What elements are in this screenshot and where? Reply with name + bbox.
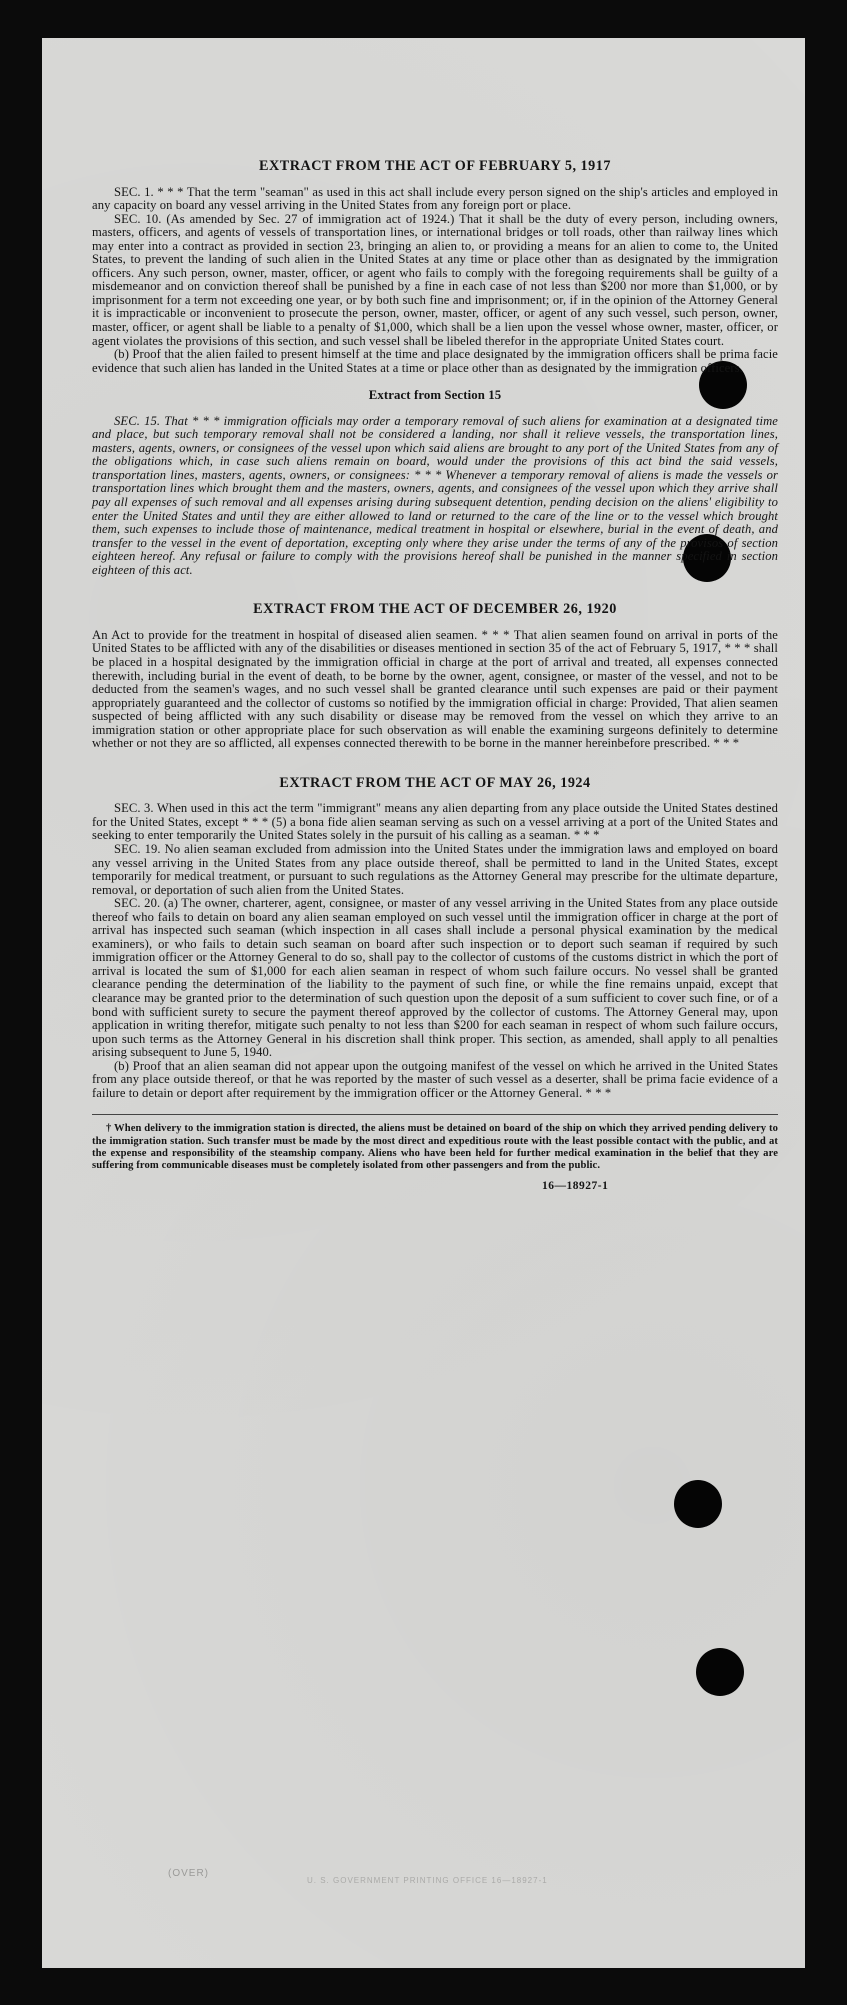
- section-heading: EXTRACT FROM THE ACT OF FEBRUARY 5, 1917: [259, 158, 611, 174]
- section-heading: EXTRACT FROM THE ACT OF DECEMBER 26, 1920: [253, 601, 617, 618]
- section-heading: EXTRACT FROM THE ACT OF MAY 26, 1924: [279, 774, 591, 791]
- footnote: [92, 1123, 778, 1172]
- paragraph: (b) Proof that an alien seaman did not appear upon the outgoing manifest of the vessel on which he arrived in the United States from any place outside thereof, or that he was reported by the master of such vessel as a deserter, shall be prima facie evidence of a failure to detain or deport after requirement by the immigration officer or the Attorney General. * * *: [92, 1058, 778, 1100]
- document-body: [92, 120, 778, 1194]
- document-page: [42, 38, 805, 1968]
- form-number: 16—18927-1: [542, 1180, 609, 1193]
- punch-hole: [696, 1648, 744, 1696]
- paragraph: SEC. 15. That * * * immigration officials may order a temporary removal of such aliens for examination at a designated time and place, but such temporary removal shall not be considered a landing, nor shall it relieve vessels, the transportation lines, masters, agents, owners, or consignees of the vessel upon which said aliens are brought to any port of the United States from any of the obligations which, in case such aliens remain on board, would under the provisions of this act bind the said vessels, transportation lines, masters, agents, owners, or consignees: * * * Whenever a temporary removal of aliens is made the vessels or transportation lines which brought them and the masters, owners, agents, and consignees of the vessel upon which they arrive shall pay all expenses of such removal and all expenses arising during subsequent detention, pending decision on the aliens' eligibility to enter the United States and until they are either allowed to land or returned to the care of the line or to the vessel which brought them, such expenses to include those of maintenance, medical treatment in hospital or elsewhere, burial in the event of death, and transfer to the vessel in the event of deportation, excepting only where they arise under the terms of any of the provisos of section eighteen hereof. Any refusal or failure to comply with the provisions hereof shall be punished in the manner specified in section eighteen of this act.: [92, 413, 778, 577]
- faint-stamp: (OVER): [168, 1868, 209, 1879]
- divider: [92, 1114, 778, 1115]
- punch-hole: [674, 1480, 722, 1528]
- paragraph: SEC. 20. (a) The owner, charterer, agent, consignee, or master of any vessel arriving in the United States from any place outside thereof who fails to detain on board any alien seaman employed on such vessel until the immigration officer in charge at the port of arrival has inspected such seaman (which inspection in all cases shall include a personal physical examination by the medical examiners), or who fails to detain such seaman on board after such inspection or to deport such seaman if required by such immigration officer or the Attorney General to do so, shall pay to the collector of customs of the customs district in which the port of arrival is located the sum of $1,000 for each alien seaman in respect of whom such failure occurs. No vessel shall be granted clearance pending the determination of the liability to the payment of such fine, or while the fine remains unpaid, except that clearance may be granted prior to the determination of such question upon the deposit of a sum sufficient to cover such fine, or of a bond with sufficient surety to secure the payment thereof approved by the collector of customs. The Attorney General may, upon application in writing therefor, mitigate such penalty to not less than $200 for each seaman in respect of whom such failure occurs, upon such terms as the Attorney General in his discretion shall think proper. This section, as amended, shall apply to all penalties arising subsequent to June 5, 1940.: [92, 896, 778, 1060]
- footnote-text: † When delivery to the immigration station is directed, the aliens must be detained on board of the ship on which they arrived pending delivery to the immigration station. Such transfer must be made by the most direct and expeditious route with the least possible contact with the public, and at the expense and responsibility of the steamship company. Aliens who have been held for further medical examination in the belief that they are suffering from communicable diseases must be completely isolated from other passengers and from the public.: [92, 1123, 778, 1171]
- paragraph: (b) Proof that the alien failed to present himself at the time and place designated by the immigration officers shall be prima facie evidence that such alien has landed in the United States at a time or place other than as designated by the immigration officers.: [92, 347, 778, 375]
- paragraph: SEC. 1. * * * That the term "seaman" as used in this act shall include every person signed on the ship's articles and employed in any capacity on board any vessel arriving in the United States from any foreign port or place.: [92, 184, 778, 213]
- paragraph: SEC. 10. (As amended by Sec. 27 of immigration act of 1924.) That it shall be the duty of every person, including owners, masters, officers, and agents of vessels of transportation lines, or international bridges or toll roads, other than railway lines which may enter into a contract as provided in section 23, bringing an alien to, or providing a means for an alien to come to, the United States, to prevent the landing of such alien in the United States at any time or place other than as designated by the immigration officers. Any such person, owner, master, officer, or agent who fails to comply with the foregoing requirements shall be guilty of a misdemeanor and on conviction thereof shall be punished by a fine in each case of not less than $200 nor more than $1,000, or by imprisonment for a term not exceeding one year, or by both such fine and imprisonment; or, if in the opinion of the Attorney General it is impracticable or inconvenient to prosecute the person, owner, master, officer, or agent of any such vessel, such person, owner, master, officer, or agent shall be liable to a penalty of $1,000, which shall be a lien upon the vessel whose owner, master, officer, or agent violates the provisions of this section, and such vessel shall be libeled therefor in the appropriate United States court.: [92, 211, 778, 348]
- paragraph: SEC. 3. When used in this act the term "immigrant" means any alien departing from any place outside the United States destined for the United States, except * * * (5) a bona fide alien seaman serving as such on a vessel arriving at a port of the United States and seeking to enter temporarily the United States solely in the pursuit of his calling as a seaman. * * *: [92, 801, 778, 843]
- printer-imprint: U. S. GOVERNMENT PRINTING OFFICE 16—18927-1: [307, 1876, 548, 1885]
- paragraph: An Act to provide for the treatment in hospital of diseased alien seamen. * * * That alien seamen found on arrival in ports of the United States to be afflicted with any of the disabilities or diseases mentioned in section 35 of the act of February 5, 1917, * * * shall be placed in a hospital designated by the immigration official in charge at the port of arrival and treated, all expenses connected therewith, including burial in the event of death, to be borne by the owner, agent, consignee, or master of the vessel, and not to be deducted from the seamen's wages, and no such vessel shall be granted clearance until such expenses are paid or their payment appropriately guaranteed and the collector of customs so notified by the immigration official in charge: Provided, That alien seamen suspected of being afflicted with any such disability or disease may be removed from the vessel on which they arrive to an immigration station or other appropriate place for such observation as will enable the examining surgeons definitely to determine whether or not they are so afflicted, all expenses connected therewith to be borne in the manner hereinbefore prescribed. * * *: [92, 627, 778, 751]
- paragraph: SEC. 19. No alien seaman excluded from admission into the United States under the immigration laws and employed on board any vessel arriving in the United States from any place outside thereof, shall be permitted to land in the United States, except temporarily for medical treatment, or pursuant to such regulations as the Attorney General may prescribe for the ultimate departure, removal, or deportation of such alien from the United States.: [92, 841, 778, 897]
- subsection-heading: Extract from Section 15: [368, 388, 502, 403]
